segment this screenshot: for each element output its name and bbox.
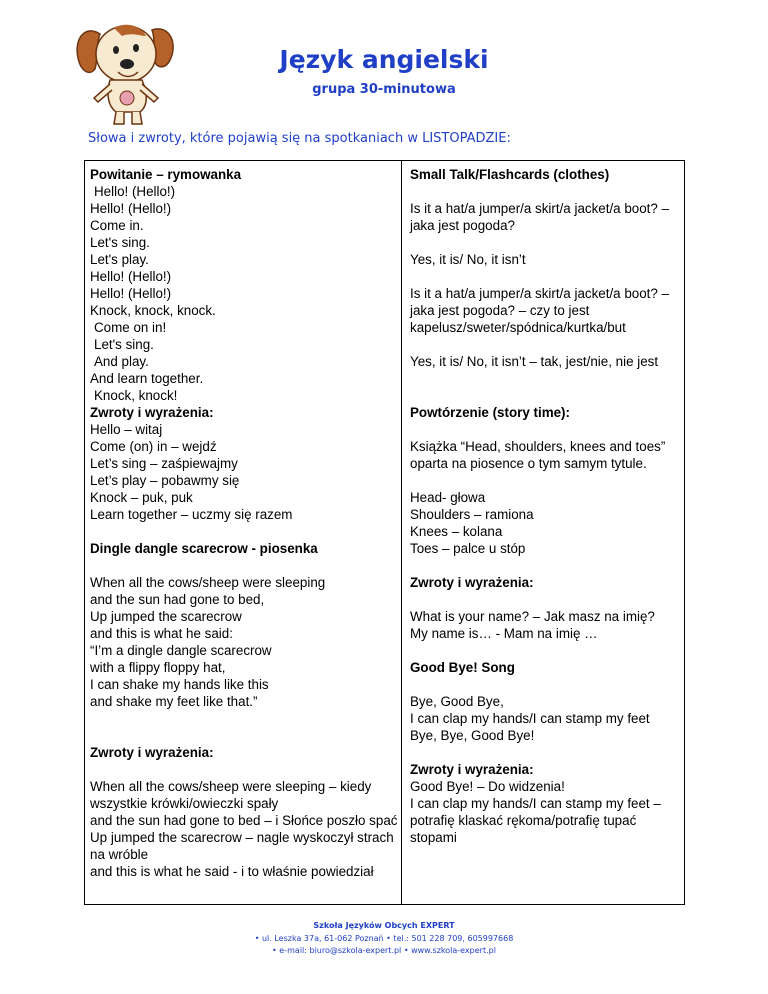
song-line: and shake my feet like that.” xyxy=(90,694,258,709)
goodbye-title: Good Bye! Song xyxy=(410,660,515,675)
welcome-line: Hello! (Hello!) xyxy=(94,184,176,199)
phrases-title: Zwroty i wyrażenia: xyxy=(90,405,214,420)
phrase-item: Learn together – uczmy się razem xyxy=(90,507,293,522)
body-word: Knees – kolana xyxy=(410,524,503,539)
answer-2: Yes, it is/ No, it isn’t – tak, jest/nie, nie jest xyxy=(410,354,659,369)
question-2: Is it a hat/a jumper/a skirt/a jacket/a boot? – jaka jest pogoda? – czy to jest kapelusz/sweter/spódnica/kurtka/but xyxy=(410,286,670,335)
column-divider xyxy=(401,161,402,904)
welcome-line: Hello! (Hello!) xyxy=(90,286,172,301)
welcome-line: Let's play. xyxy=(90,252,149,267)
welcome-line: Come in. xyxy=(90,218,144,233)
question-1: Is it a hat/a jumper/a skirt/a jacket/a boot? – jaka jest pogoda? xyxy=(410,201,670,233)
phrase-item: Let’s sing – zaśpiewajmy xyxy=(90,456,238,471)
song-line: “I’m a dingle dangle scarecrow xyxy=(90,643,272,658)
phrase2-item: and this is what he said - i to właśnie powiedział xyxy=(90,864,374,879)
phrase-item: Let’s play – pobawmy się xyxy=(90,473,240,488)
right-phrases-title: Zwroty i wyrażenia: xyxy=(410,575,534,590)
phrase2-item: Up jumped the scarecrow – nagle wyskoczył strach na wróble xyxy=(90,830,394,862)
name-line: My name is… - Mam na imię … xyxy=(410,626,598,641)
body-word: Toes – palce u stóp xyxy=(410,541,526,556)
song-line: Up jumped the scarecrow xyxy=(90,609,242,624)
song-line: and the sun had gone to bed, xyxy=(90,592,265,607)
page-subtitle: grupa 30-minutowa xyxy=(312,82,456,97)
welcome-title: Powitanie – rymowanka xyxy=(90,167,242,182)
footer xyxy=(0,921,768,955)
welcome-line: Let's sing. xyxy=(94,337,154,352)
welcome-line: And learn together. xyxy=(90,371,204,386)
phrase-item: Hello – witaj xyxy=(90,422,163,437)
footer-address: • ul. Leszka 37a, 61-062 Poznań • tel.: 501 228 709, 605997668 xyxy=(254,934,514,943)
goodbye-phrase: Good Bye! – Do widzenia! xyxy=(410,779,565,794)
song-line: When all the cows/sheep were sleeping xyxy=(90,575,326,590)
goodbye-line: I can clap my hands/I can stamp my feet xyxy=(410,711,650,726)
welcome-line: Hello! (Hello!) xyxy=(90,201,172,216)
right-column xyxy=(410,166,682,846)
welcome-line: Knock, knock! xyxy=(94,388,178,403)
page-title: Język angielski xyxy=(279,45,489,74)
review-title: Powtórzenie (story time): xyxy=(410,405,570,420)
goodbye-line: Bye, Good Bye, xyxy=(410,694,504,709)
left-column xyxy=(90,166,398,880)
phrase-item: Come (on) in – wejdź xyxy=(90,439,217,454)
answer-1: Yes, it is/ No, it isn’t xyxy=(410,252,526,267)
phrase-item: Knock – puk, puk xyxy=(90,490,193,505)
song-title: Dingle dangle scarecrow - piosenka xyxy=(90,541,318,556)
body-word: Shoulders – ramiona xyxy=(410,507,534,522)
small-talk-title: Small Talk/Flashcards (clothes) xyxy=(410,167,610,182)
phrase2-item: When all the cows/sheep were sleeping – kiedy wszystkie krówki/owieczki spały xyxy=(90,779,372,811)
song-line: with a flippy floppy hat, xyxy=(90,660,226,675)
name-line: What is your name? – Jak masz na imię? xyxy=(410,609,655,624)
phrases2-title: Zwroty i wyrażenia: xyxy=(90,745,214,760)
right-phrases2-title: Zwroty i wyrażenia: xyxy=(410,762,534,777)
welcome-line: Let's sing. xyxy=(90,235,150,250)
welcome-line: Hello! (Hello!) xyxy=(90,269,172,284)
content-table xyxy=(84,160,685,905)
phrase2-item: and the sun had gone to bed – i Słońce poszło spać xyxy=(90,813,398,828)
welcome-line: Come on in! xyxy=(94,320,167,335)
intro-text: Słowa i zwroty, które pojawią się na spotkaniach w LISTOPADZIE: xyxy=(88,131,511,146)
book-description: Książka “Head, shoulders, knees and toes” oparta na piosence o tym samym tytule. xyxy=(410,439,666,471)
welcome-line: And play. xyxy=(94,354,149,369)
goodbye-line: Bye, Bye, Good Bye! xyxy=(410,728,535,743)
footer-contact: • e-mail: biuro@szkola-expert.pl • www.szkola-expert.pl xyxy=(272,946,496,955)
goodbye-phrase: I can clap my hands/I can stamp my feet – potrafię klaskać rękoma/potrafię tupać stopami xyxy=(410,796,661,845)
song-line: and this is what he said: xyxy=(90,626,233,641)
welcome-line: Knock, knock, knock. xyxy=(90,303,216,318)
body-word: Head- głowa xyxy=(410,490,486,505)
song-line: I can shake my hands like this xyxy=(90,677,269,692)
footer-school: Szkoła Języków Obcych EXPERT xyxy=(313,921,455,930)
